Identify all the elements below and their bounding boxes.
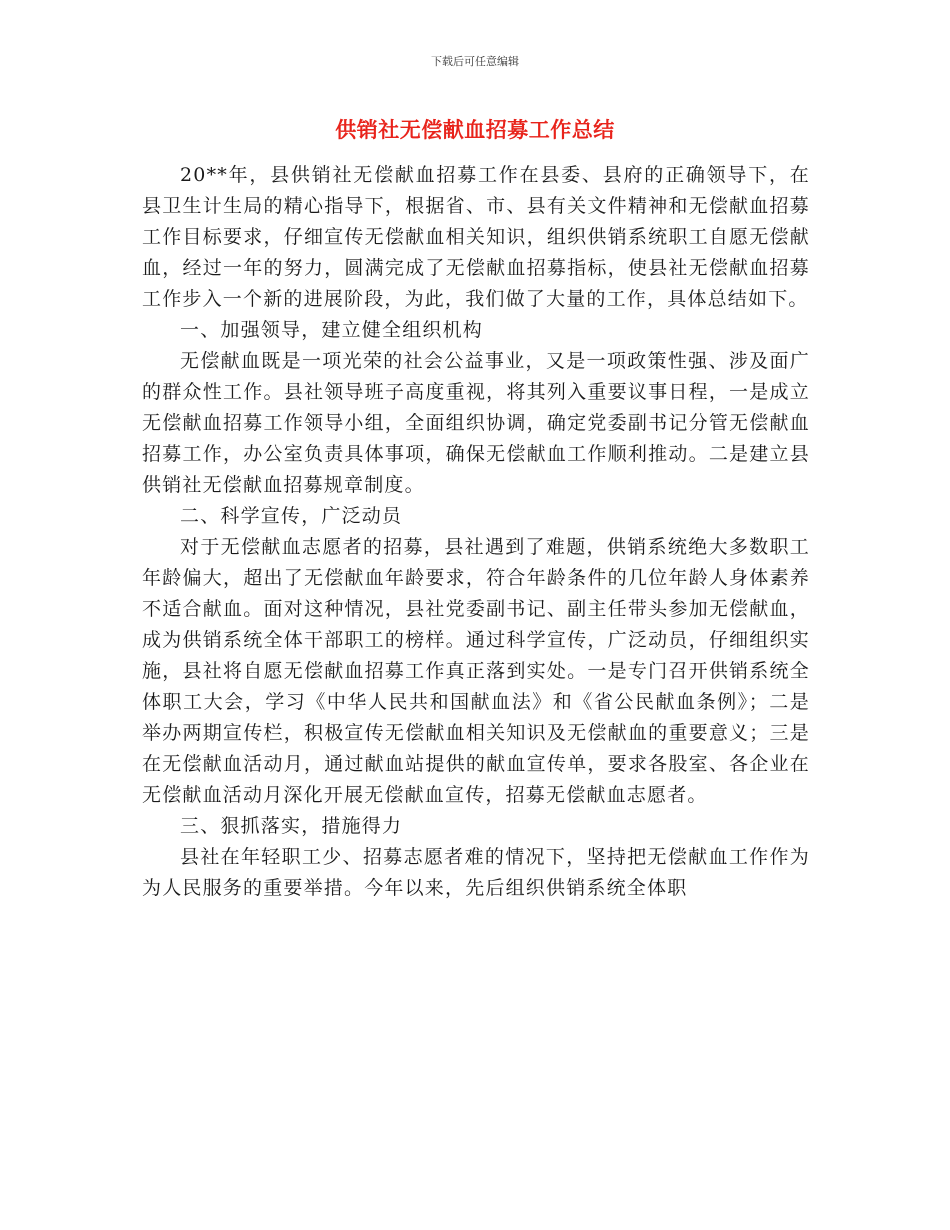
paragraph-section-3: 县社在年轻职工少、招募志愿者难的情况下，坚持把无偿献血工作作为为人民服务的重要举措。今年以来，先后组织供销系统全体职 — [142, 846, 810, 899]
section-heading-3: 三、狠抓落实，措施得力 — [180, 815, 403, 837]
document-body — [142, 160, 810, 904]
header-note: 下载后可任意编辑 — [431, 55, 519, 68]
paragraph-intro: 20**年，县供销社无偿献血招募工作在县委、县府的正确领导下，在县卫生计生局的精心指导下，根据省、市、县有关文件精神和无偿献血招募工作目标要求，仔细宣传无偿献血相关知识，组织供销系统职工自愿无偿献血，经过一年的努力，圆满完成了无偿献血招募指标，使县社无偿献血招募工作步入一个新的进展阶段，为此，我们做了大量的工作，具体总结如下。 — [142, 164, 810, 310]
document-title: 供销社无偿献血招募工作总结 — [335, 118, 615, 142]
paragraph-section-1: 无偿献血既是一项光荣的社会公益事业，又是一项政策性强、涉及面广的群众性工作。县社领导班子高度重视，将其列入重要议事日程，一是成立无偿献血招募工作领导小组，全面组织协调，确定党委副书记分管无偿献血招募工作，办公室负责具体事项，确保无偿献血工作顺利推动。二是建立县供销社无偿献血招募规章制度。 — [142, 350, 810, 496]
section-heading-2: 二、科学宣传，广泛动员 — [180, 505, 403, 527]
paragraph-section-2: 对于无偿献血志愿者的招募，县社遇到了难题，供销系统绝大多数职工年龄偏大，超出了无偿献血年龄要求，符合年龄条件的几位年龄人身体素养不适合献血。面对这种情况，县社党委副书记、副主任带头参加无偿献血，成为供销系统全体干部职工的榜样。通过科学宣传，广泛动员，仔细组织实施，县社将自愿无偿献血招募工作真正落到实处。一是专门召开供销系统全体职工大会，学习《中华人民共和国献血法》和《省公民献血条例》；二是举办两期宣传栏，积极宣传无偿献血相关知识及无偿献血的重要意义；三是在无偿献血活动月，通过献血站提供的献血宣传单，要求各股室、各企业在无偿献血活动月深化开展无偿献血宣传，招募无偿献血志愿者。 — [142, 536, 810, 806]
section-heading-1: 一、加强领导，建立健全组织机构 — [180, 319, 484, 341]
